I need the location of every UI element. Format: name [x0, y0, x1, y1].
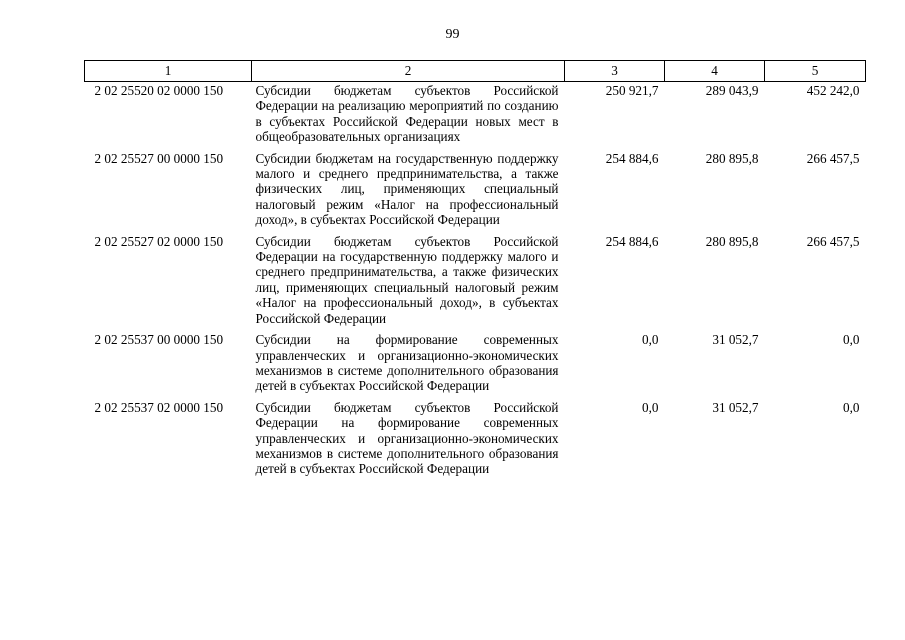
revenue-description: Субсидии бюджетам субъектов Российской Федерации на формирование современных управленческих и организационно-экономических механизмов в системе дополнительного образования детей в субъектах Российской Федерации: [255, 399, 559, 477]
budget-code: 2 02 25527 02 0000 150: [94, 233, 224, 249]
amount-col-5: 266 457,5: [806, 150, 860, 166]
budget-revenue-table: [84, 60, 866, 482]
table-row: [85, 150, 866, 233]
amount-col-3: 254 884,6: [605, 150, 659, 166]
amount-col-5: 266 457,5: [806, 233, 860, 249]
budget-code: 2 02 25520 02 0000 150: [94, 83, 224, 98]
revenue-description: Субсидии бюджетам субъектов Российской Федерации на государственную поддержку малого и среднего предпринимательства, а также физических лиц, применяющих специальный налоговый режим «Налог на профессиональный доход», в субъектах Российской Федерации: [255, 233, 559, 326]
table-row: [85, 331, 866, 399]
amount-col-4: 280 895,8: [705, 150, 759, 166]
amount-col-3: 250 921,7: [605, 83, 659, 98]
table-row: [85, 82, 866, 150]
budget-code: 2 02 25537 02 0000 150: [94, 399, 224, 415]
amount-col-4: 280 895,8: [705, 233, 759, 249]
revenue-description: Субсидии бюджетам субъектов Российской Федерации на реализацию мероприятий по созданию в субъектах Российской Федерации новых мест в общеобразовательных организациях: [255, 83, 559, 145]
revenue-description: Субсидии на формирование современных управленческих и организационно-экономических механизмов в системе дополнительного образования детей в субъектах Российской Федерации: [255, 332, 559, 394]
header-col-5: 5: [765, 61, 866, 82]
amount-col-3: 0,0: [642, 399, 659, 415]
table-header: [85, 61, 866, 82]
revenue-description: Субсидии бюджетам на государственную поддержку малого и среднего предпринимательства, а также физических лиц, применяющих специальный налоговый режим «Налог на профессиональный доход», в субъектах Российской Федерации: [255, 150, 559, 228]
amount-col-3: 254 884,6: [605, 233, 659, 249]
header-col-2: 2: [252, 61, 565, 82]
budget-code: 2 02 25527 00 0000 150: [94, 150, 224, 166]
table-row: [85, 233, 866, 331]
amount-col-4: 289 043,9: [705, 83, 759, 98]
budget-code: 2 02 25537 00 0000 150: [94, 332, 224, 348]
page-number: 99: [445, 27, 460, 42]
amount-col-4: 31 052,7: [712, 399, 759, 415]
table-row: [85, 399, 866, 482]
amount-col-5: 0,0: [843, 332, 860, 348]
amount-col-3: 0,0: [642, 332, 659, 348]
header-col-1: 1: [85, 61, 252, 82]
amount-col-5: 452 242,0: [806, 83, 860, 98]
header-col-4: 4: [665, 61, 765, 82]
amount-col-5: 0,0: [843, 399, 860, 415]
table-body: [85, 82, 866, 482]
header-col-3: 3: [565, 61, 665, 82]
header-row: [85, 61, 866, 82]
amount-col-4: 31 052,7: [712, 332, 759, 348]
